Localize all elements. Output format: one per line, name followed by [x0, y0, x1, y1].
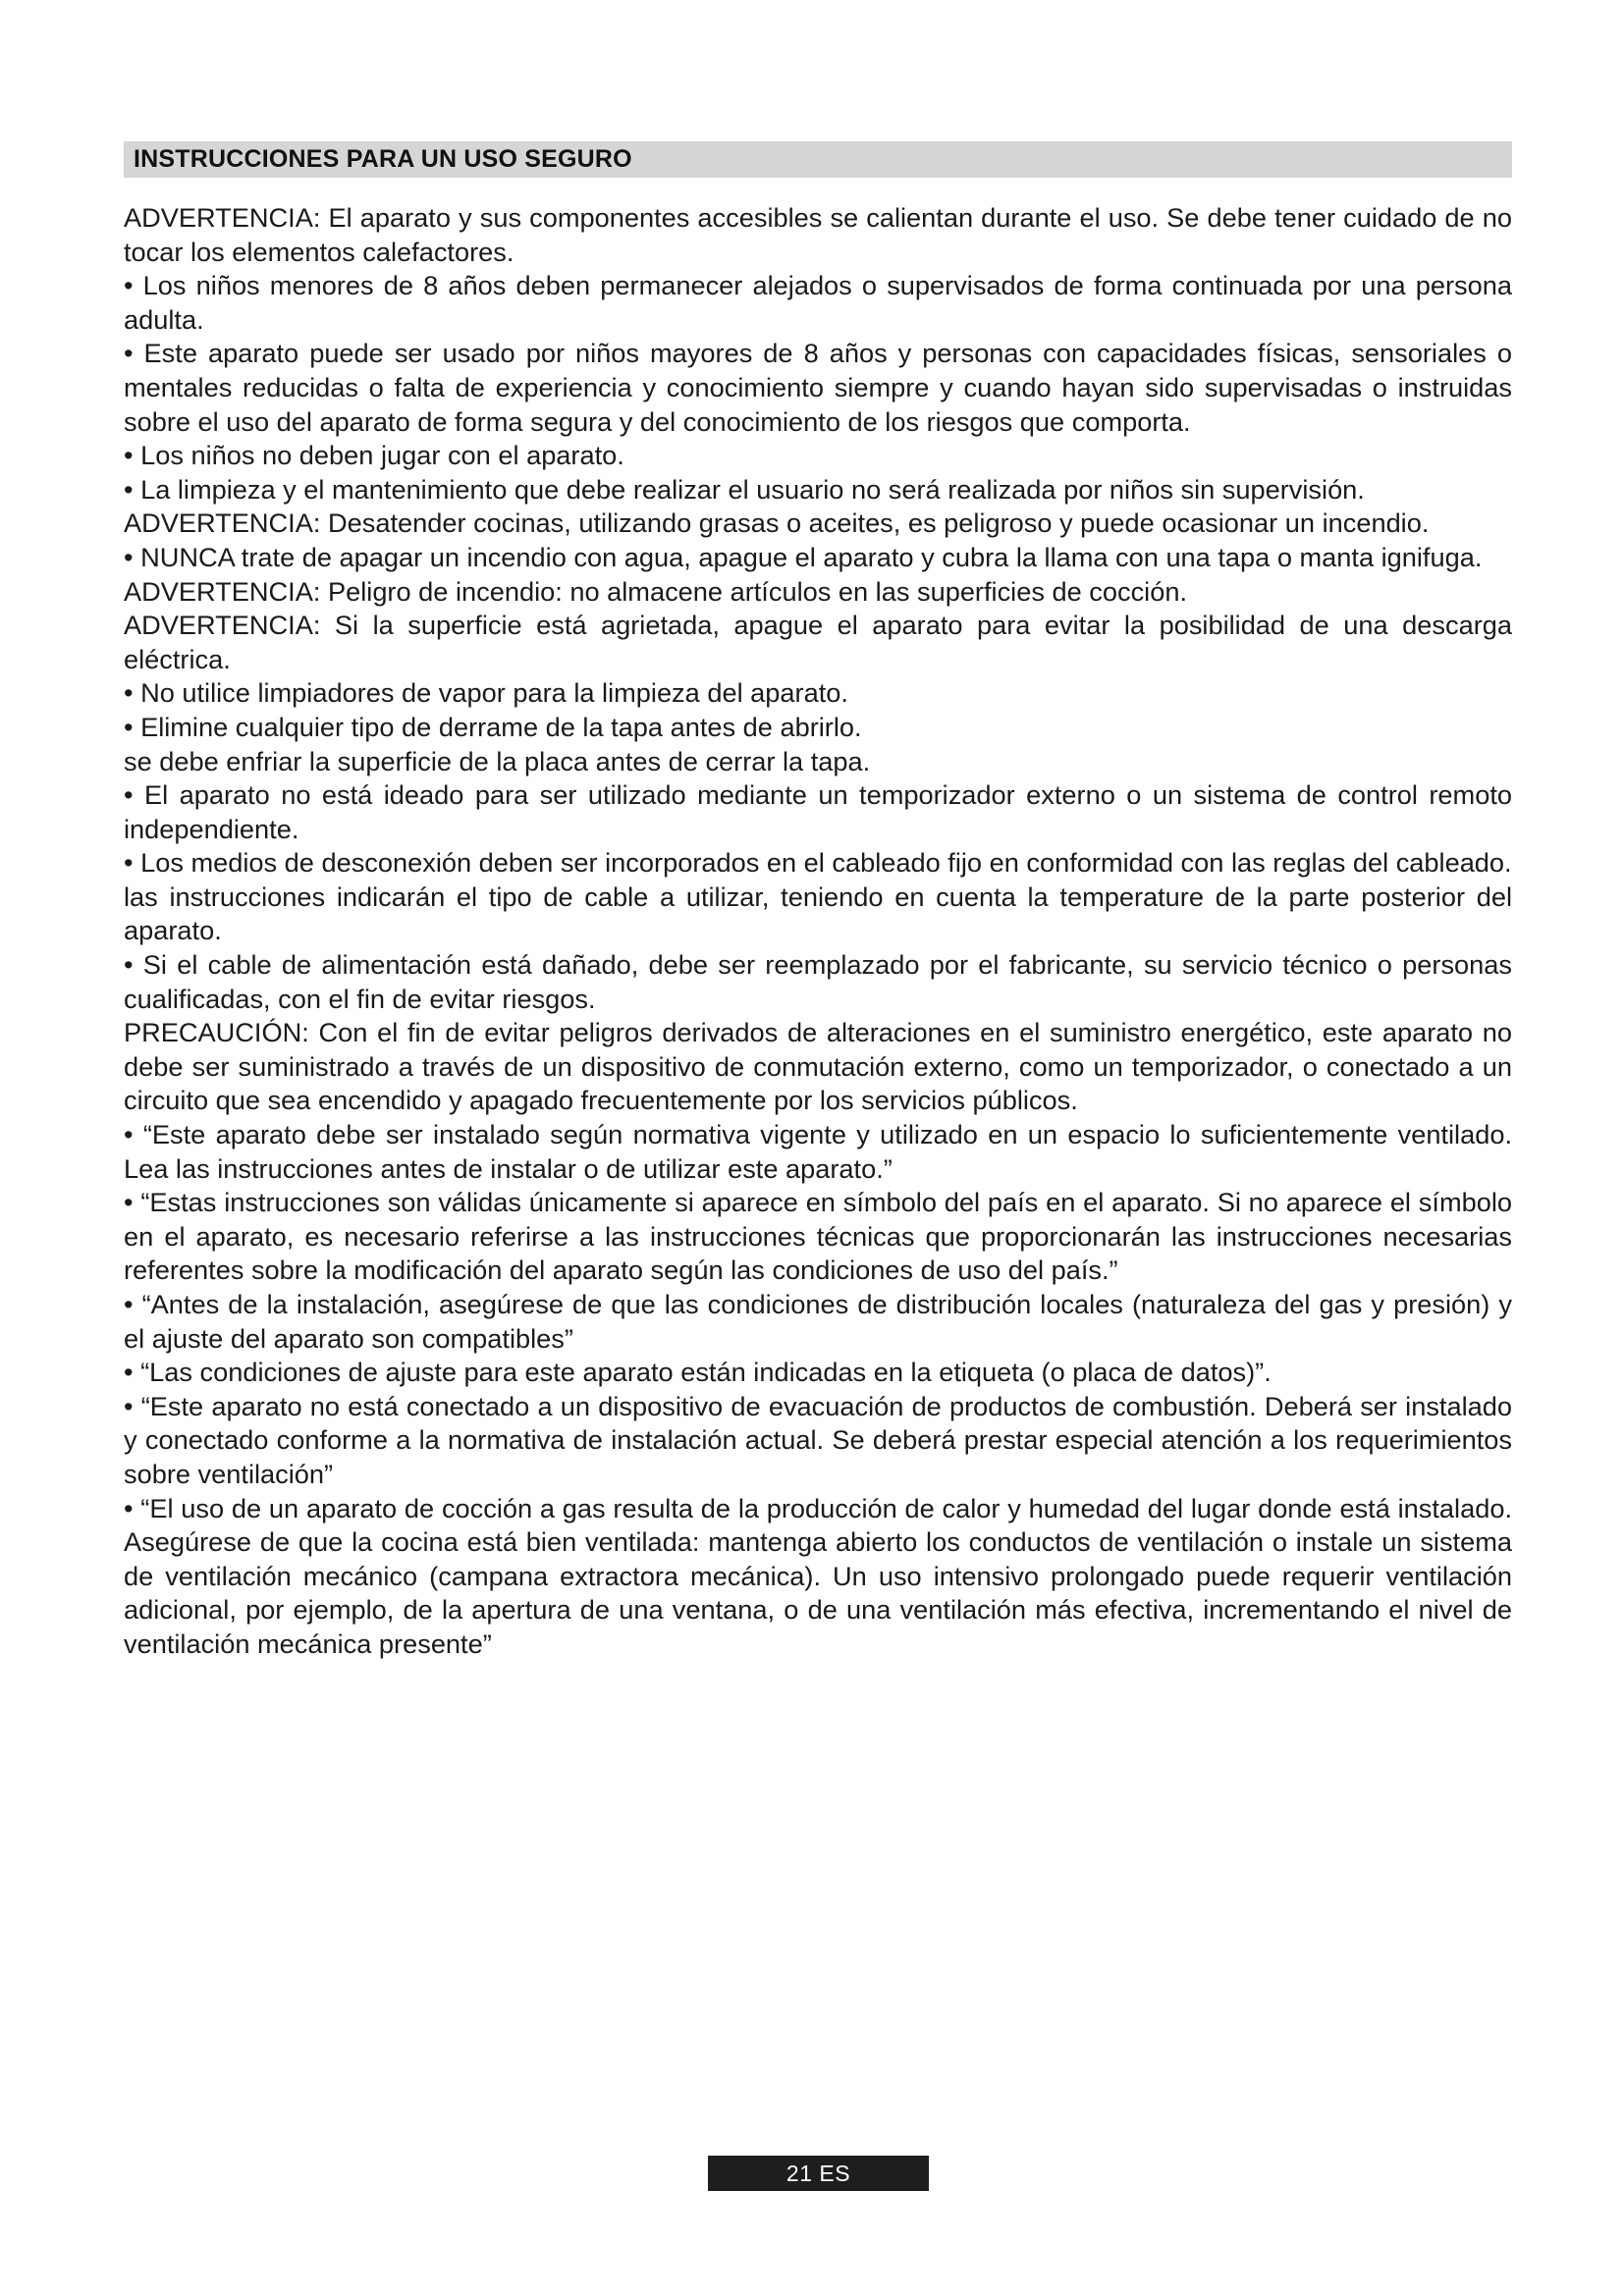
paragraph: • Los niños no deben jugar con el aparato. [124, 440, 624, 471]
section-title: INSTRUCCIONES PARA UN USO SEGURO [134, 145, 632, 173]
paragraph: • “Este aparato debe ser instalado según normativa vigente y utilizado en un espacio lo suficientemente ventilado. Lea las instrucciones antes de instalar o de utilizar este aparato.” [124, 1119, 1512, 1184]
paragraph: • NUNCA trate de apagar un incendio con agua, apague el aparato y cubra la llama con una tapa o manta ignifuga. [124, 541, 1483, 572]
paragraph: • No utilice limpiadores de vapor para la limpieza del aparato. [124, 677, 848, 709]
instructions-body [124, 201, 1512, 1662]
paragraph: ADVERTENCIA: Si la superficie está agrietada, apague el aparato para evitar la posibilidad de una descarga eléctrica. [124, 610, 1512, 674]
paragraph: • Los niños menores de 8 años deben permanecer alejados o supervisados de forma continuada por una persona adulta. [124, 270, 1512, 335]
page-number: 21 ES [785, 2160, 851, 2186]
paragraph: • “El uso de un aparato de cocción a gas resulta de la producción de calor y humedad del lugar donde está instalado. Asegúrese de que la cocina está bien ventilada: mantenga abierto los conductos de ventilación o instale un sistema de ventilación mecánico (campana extractora mecánica). Un uso intensivo prolongado puede requerir ventilación adicional, por ejemplo, de la apertura de una ventana, o de una ventilación más efectiva, incrementando el nivel de ventilación mecánica presente” [124, 1492, 1512, 1659]
paragraph: • Si el cable de alimentación está dañado, debe ser reemplazado por el fabricante, su servicio técnico o personas cualificadas, con el fin de evitar riesgos. [124, 949, 1512, 1014]
paragraph: PRECAUCIÓN: Con el fin de evitar peligros derivados de alteraciones en el suministro energético, este aparato no debe ser suministrado a través de un dispositivo de conmutación externo, como un temporizador, o conectado a un circuito que sea encendido y apagado frecuentemente por los servicios públicos. [124, 1017, 1512, 1116]
paragraph: • La limpieza y el mantenimiento que debe realizar el usuario no será realizada por niños sin supervisión. [124, 473, 1365, 505]
paragraph: • Elimine cualquier tipo de derrame de la tapa antes de abrirlo. [124, 711, 862, 742]
paragraph: • “Este aparato no está conectado a un dispositivo de evacuación de productos de combustión. Deberá ser instalado y conectado conforme a la normativa de instalación actual. Se deberá prestar especial atención a los requerimientos sobre ventilación” [124, 1390, 1512, 1489]
paragraph: • “Estas instrucciones son válidas únicamente si aparece en símbolo del país en el aparato. Si no aparece el símbolo en el aparato, es necesario referirse a las instrucciones técnicas que proporcionarán las instrucciones necesarias referentes sobre la modificación del aparato según las condiciones de uso del país.” [124, 1187, 1512, 1286]
paragraph: • “Antes de la instalación, asegúrese de que las condiciones de distribución locales (naturaleza del gas y presión) y el ajuste del aparato son compatibles” [124, 1289, 1512, 1354]
paragraph: ADVERTENCIA: Peligro de incendio: no almacene artículos en las superficies de cocción. [124, 575, 1188, 607]
paragraph: • Este aparato puede ser usado por niños mayores de 8 años y personas con capacidades físicas, sensoriales o mentales reducidas o falta de experiencia y conocimiento siempre y cuando hayan sido supervisadas o instruidas sobre el uso del aparato de forma segura y del conocimiento de los riesgos que comporta. [124, 338, 1512, 437]
paragraph: se debe enfriar la superficie de la placa antes de cerrar la tapa. [124, 745, 871, 776]
paragraph: • Los medios de desconexión deben ser incorporados en el cableado fijo en conformidad con las reglas del cableado. [124, 847, 1512, 879]
section-header [124, 141, 1512, 178]
paragraph: • “Las condiciones de ajuste para este aparato están indicadas en la etiqueta (o placa de datos)”. [124, 1357, 1272, 1388]
paragraph: • El aparato no está ideado para ser utilizado mediante un temporizador externo o un sistema de control remoto independiente. [124, 779, 1512, 844]
paragraph: ADVERTENCIA: El aparato y sus componentes accesibles se calientan durante el uso. Se debe tener cuidado de no tocar los elementos calefactores. [124, 202, 1512, 267]
paragraph: las instrucciones indicarán el tipo de cable a utilizar, teniendo en cuenta la temperature de la parte posterior del aparato. [124, 881, 1512, 946]
page-number-badge [708, 2156, 929, 2191]
paragraph: ADVERTENCIA: Desatender cocinas, utilizando grasas o aceites, es peligroso y puede ocasionar un incendio. [124, 507, 1430, 539]
